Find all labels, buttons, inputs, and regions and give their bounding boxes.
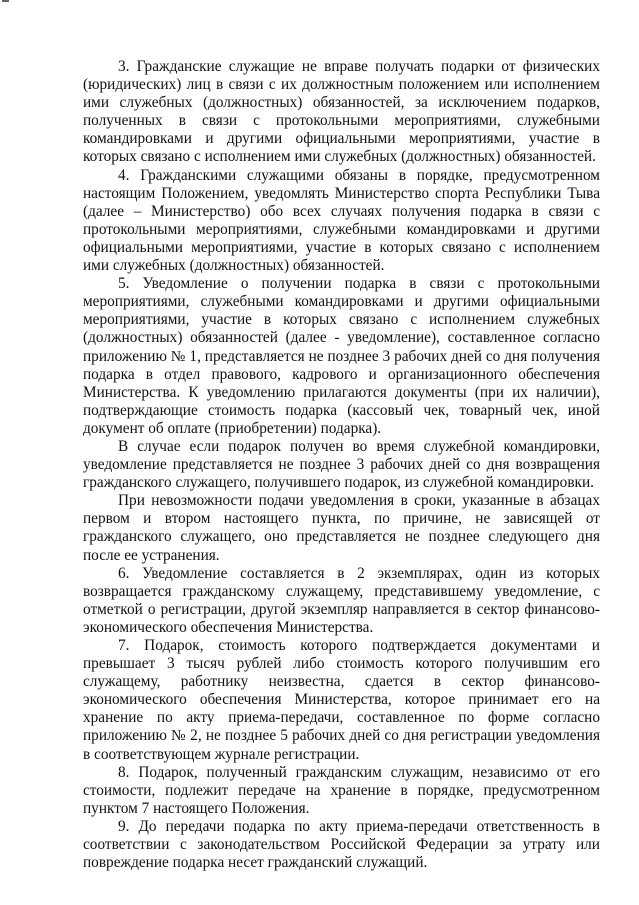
paragraph-3: 3. Гражданские служащие не вправе получать подарки от физических (юридических) лиц в связи с их должностным положением или исполнением ими служебных (должностных) обязанностей, за исключением подарков, полученных в связи с протокольными мероприятиями, служебными командировками и другими официальными мероприятиями, участие в которых связано с исполнением ими служебных (должностных) обязанностей.	[83, 58, 600, 166]
paragraph-5-impossibility: При невозможности подачи уведомления в сроки, указанные в абзацах первом и втором настоящего пункта, по причине, не зависящей от гражданского служащего, оно представляется не позднее следующего дня после ее устранения.	[83, 492, 600, 564]
paragraph-5: 5. Уведомление о получении подарка в связи с протокольными мероприятиями, служебными командировками и другими официальными мероприятиями, участие в которых связано с исполнением служебных (должностных) обязанностей (далее - уведомление), составленное согласно приложению № 1, представляется не позднее 3 рабочих дней со дня получения подарка в отдел правового, кадрового и организационного обеспечения Министерства. К уведомлению прилагаются документы (при их наличии), подтверждающие стоимость подарка (кассовый чек, товарный чек, иной документ об оплате (приобретении) подарка).	[83, 275, 600, 437]
paragraph-6: 6. Уведомление составляется в 2 экземплярах, один из которых возвращается гражданскому служащему, представившему уведомление, с отметкой о регистрации, другой экземпляр направляется в сектор финансово-экономического обеспечения Министерства.	[83, 564, 600, 636]
paragraph-9: 9. До передачи подарка по акту приема-передачи ответственность в соответствии с законодательством Российской Федерации за утрату или повреждение подарка несет гражданский служащий.	[83, 817, 600, 872]
paragraph-8: 8. Подарок, полученный гражданским служащим, независимо от его стоимости, подлежит передаче на хранение в порядке, предусмотренном пунктом 7 настоящего Положения.	[83, 763, 600, 817]
paragraph-5-business-trip: В случае если подарок получен во время служебной командировки, уведомление представляется не позднее 3 рабочих дней со дня возвращения гражданского служащего, получившего подарок, из служебной командировки.	[83, 437, 600, 492]
scan-mark	[2, 0, 9, 2]
paragraph-4: 4. Гражданскими служащими обязаны в порядке, предусмотренном настоящим Положением, уведомлять Министерство спорта Республики Тыва (далее – Министерство) обо всех случаях получения подарка в связи с протокольными мероприятиями, служебными командировками и другими официальными мероприятиями, участие в которых связано с исполнением ими служебных (должностных) обязанностей.	[83, 166, 600, 275]
paragraph-7: 7. Подарок, стоимость которого подтверждается документами и превышает 3 тысяч рублей либо стоимость которого получившим его служащему, работнику неизвестна, сдается в сектор финансово-экономического обеспечения Министерства, которое принимает его на хранение по акту приема-передачи, составленное по форме согласно приложению № 2, не позднее 5 рабочих дней со дня регистрации уведомления в соответствующем журнале регистрации.	[83, 637, 600, 763]
